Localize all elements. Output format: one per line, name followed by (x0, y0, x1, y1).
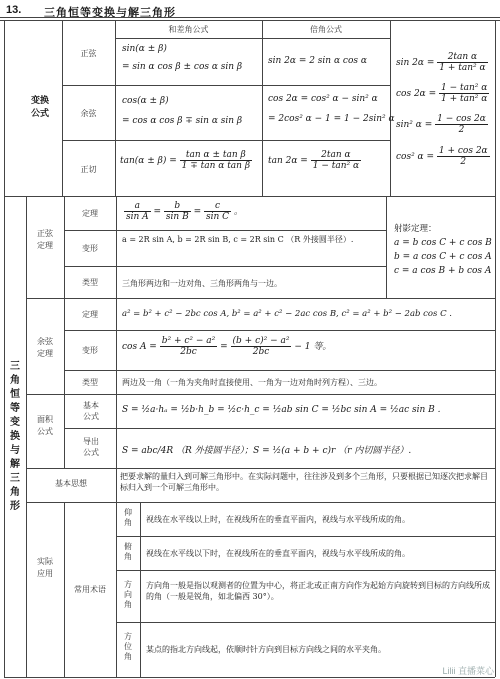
tan-sum-den: 1 ∓ tan α tan β (181, 161, 251, 171)
cos-law-label: 余弦定理 (37, 337, 53, 358)
border-right (495, 20, 496, 677)
sine-var-text: a = 2R sin A, b = 2R sin B, c = 2R sin C （R 外接圆半径）. (122, 235, 354, 244)
elev-label: 仰角 (124, 508, 132, 527)
section-number: 13. (6, 4, 22, 16)
r-sin2-num: 1 − cos 2α (437, 114, 486, 124)
cos-sum-2: = cos α cos β ∓ sin α sin β (122, 116, 243, 126)
sine-var-label: 变形 (82, 244, 98, 253)
watermark: Lilii 直播菜心 (442, 666, 494, 676)
tan-double-lhs: tan 2α = (268, 156, 308, 166)
cos-type-text: 两边及一角（一角为夹角时直接使用、一角为一边对角时列方程）、三边。 (122, 378, 382, 387)
r-cos2-den: 2 (460, 157, 467, 167)
r-cos-num: 1 − tan² α (441, 83, 488, 93)
terms-label: 常用术语 (74, 585, 106, 594)
big-section-label: 三角恒等变换与解三角形 (10, 361, 20, 512)
area-label: 面积公式 (37, 415, 53, 436)
header-rule (0, 17, 500, 21)
area-basic-label: 基本公式 (83, 401, 99, 421)
sin-double: sin 2α = 2 sin α cos α (268, 56, 367, 66)
section-title: 三角恒等变换与解三角形 (44, 6, 176, 19)
sine-type-label: 类型 (82, 278, 98, 287)
tan-double-num: 2tan α (311, 150, 361, 161)
r-cos-den: 1 + tan² α (441, 94, 488, 104)
tan-double-den: 1 − tan² α (312, 161, 360, 171)
r-sin2-den: 2 (458, 125, 465, 135)
sin-sum-2: = sin α cos β ± cos α sin β (122, 62, 243, 72)
dep-label: 俯角 (124, 542, 132, 561)
projection-2: b = a cos C + c cos A (394, 252, 492, 262)
r-sin2-lhs: sin² α = (396, 120, 433, 130)
practical-label: 实际应用 (37, 557, 53, 578)
cos-double-1: cos 2α = cos² α − sin² α (268, 94, 378, 104)
sine-def-formula: $\frac{a}{\text{sin A}}$ = $\frac{b}{\text{sin B}}$ = $\frac{c}{\text{sin C}}$ 。 (126, 201, 243, 222)
dep-text: 视线在水平线以下时，在视线所在的垂直平面内，视线与水平线所成的角。 (146, 549, 410, 558)
r-cos2-num: 1 + cos 2α (438, 146, 488, 156)
ideas-text: 把要求解的量归入到可解三角形中。在实际问题中，往往涉及到多个三角形，只要根据已知逐次把求解目标归入到一个可解三角形中。 (120, 472, 488, 492)
sine-law-label: 正弦定理 (37, 229, 53, 250)
az-label: 方位角 (124, 632, 132, 661)
col-head-sum: 和差角公式 (168, 25, 209, 34)
r-sin-den: 1 + tan² α (439, 63, 486, 73)
cos-var-formula: cos A = $\frac{\text{b² + c² − a²}}{2bc}$ = $\frac{\text{(b + c)² − a²}}{2bc}$ − 1 等。 (122, 336, 332, 357)
sine-type-text: 三角形两边和一边对角、三角形两角与一边。 (122, 279, 282, 288)
az-text: 某点的指北方向线起，依顺时针方向到目标方向线之间的水平夹角。 (146, 645, 386, 654)
r-sin-lhs: sin 2α = (396, 58, 435, 68)
projection-1: a = b cos C + c cos B (394, 238, 492, 248)
r-cos-lhs: cos 2α = (396, 89, 437, 99)
elev-text: 视线在水平线以上时，在视线所在的垂直平面内，视线与水平线所成的角。 (146, 515, 410, 524)
transform-label: 变换公式 (30, 96, 49, 119)
area-derived-label: 导出公式 (83, 437, 99, 457)
tan-label: 正切 (80, 165, 97, 174)
cos-type-label: 类型 (82, 378, 98, 387)
dir-text: 方向角一般是指以观测者的位置为中心，将正北或正南方向作为起始方向旋转到目标的方向线所成的角（一般是锐角，如北偏西 30°）。 (146, 581, 490, 601)
col-head-double: 倍角公式 (310, 25, 342, 34)
area-basic-text: S = ½a·hₐ = ½b·h_b = ½c·h_c = ½ab sin C = ½bc sin A = ½ac sin B . (122, 405, 441, 415)
r-sin-num: 2tan α (437, 52, 487, 63)
ideas-label: 基本思想 (55, 479, 87, 488)
tan-sum-lhs: tan(α ± β) = (120, 156, 177, 166)
cos-var-label: 变形 (82, 346, 98, 355)
sine-def-label: 定理 (82, 209, 98, 218)
border-left (4, 20, 5, 677)
area-derived-text: S = abc/4R （R 外接圆半径）；S = ½(a + b + c)r （r 内切圆半径）. (122, 446, 412, 456)
cos-double-2: = 2cos² α − 1 = 1 − 2sin² α (268, 114, 395, 124)
projection-3: c = a cos B + b cos A (394, 266, 492, 276)
tan-sum-num: tan α ± tan β (180, 150, 252, 161)
cos-def-label: 定理 (82, 310, 98, 319)
projection-title: 射影定理： (394, 224, 437, 234)
dir-label: 方向角 (124, 580, 132, 609)
sin-label: 正弦 (80, 49, 97, 58)
sin-sum-1: sin(α ± β) (122, 44, 167, 54)
cos-label: 余弦 (80, 109, 97, 118)
r-cos2-lhs: cos² α = (396, 152, 435, 162)
cos-def-text: a² = b² + c² − 2bc cos A, b² = a² + c² − 2ac cos B, c² = a² + b² − 2ab cos C . (122, 309, 453, 319)
cos-sum-1: cos(α ± β) (122, 96, 169, 106)
